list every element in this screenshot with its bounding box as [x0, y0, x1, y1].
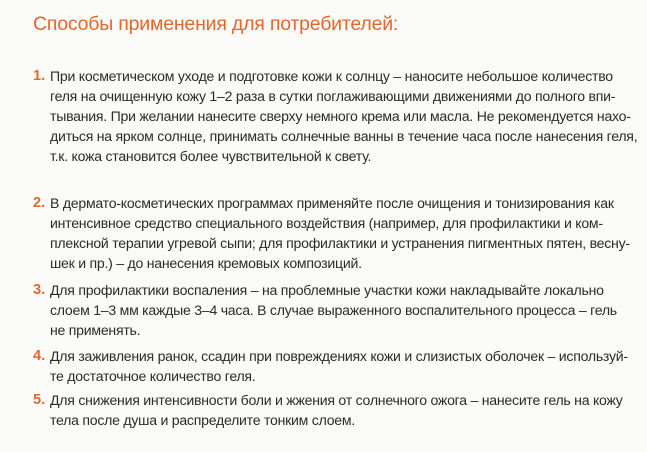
text-line: т.к. кожа становится более чувствительной к свету.: [50, 148, 372, 164]
text-line: геля на очищенную кожу 1–2 раза в сутки поглаживающими движениями до полного впи-: [50, 88, 616, 104]
item-number: 3.: [33, 282, 46, 298]
item-number: 5.: [33, 392, 46, 408]
list-item-3: [33, 280, 623, 340]
item-text: [50, 66, 638, 166]
text-line: слоем 1–3 мм каждые 3–4 часа. В случае выраженного воспалительного процесса – гель: [50, 302, 617, 318]
text-line: плексной терапии угревой сыпи; для профилактики и устранения пигментных пятен, весну-: [50, 235, 630, 251]
text-line: При косметическом уходе и подготовке кожи к солнцу – наносите небольшое количество: [50, 68, 613, 84]
item-number: 4.: [33, 348, 46, 364]
text-line: те достаточное количество геля.: [50, 368, 256, 384]
text-line: тела после душа и распределите тонким слоем.: [50, 412, 355, 428]
item-number: 2.: [33, 195, 46, 211]
text-line: В дермато-косметических программах применяйте после очищения и тонизирования как: [50, 195, 614, 211]
item-text: [50, 280, 623, 340]
item-text: [50, 346, 628, 386]
text-line: Для снижения интенсивности боли и жжения от солнечного ожога – нанесите гель на кожу: [50, 392, 623, 408]
list-item-4: [33, 346, 628, 386]
list-item-5: [33, 390, 623, 430]
list-item-1: [33, 66, 638, 166]
text-line: Для профилактики воспаления – на проблемные участки кожи накладывайте локально: [50, 282, 604, 298]
item-text: [50, 193, 630, 273]
text-line: интенсивное средство специального воздействия (например, для профилактики и ком-: [50, 215, 603, 231]
list-item-2: [33, 193, 630, 273]
text-line: диться на ярком солнце, принимать солнечные ванны в течение часа после нанесения геля,: [50, 128, 638, 144]
item-text: [50, 390, 623, 430]
text-line: не применять.: [50, 322, 141, 338]
text-line: шек и пр.) – до нанесения кремовых композиций.: [50, 255, 362, 271]
text-line: тывания. При желании нанесите сверху немного крема или масла. Не рекомендуется нахо-: [50, 108, 631, 124]
item-number: 1.: [33, 68, 46, 84]
text-line: Для заживления ранок, ссадин при повреждениях кожи и слизистых оболочек – используй-: [50, 348, 628, 364]
page-title: Способы применения для потребителей:: [33, 13, 399, 35]
